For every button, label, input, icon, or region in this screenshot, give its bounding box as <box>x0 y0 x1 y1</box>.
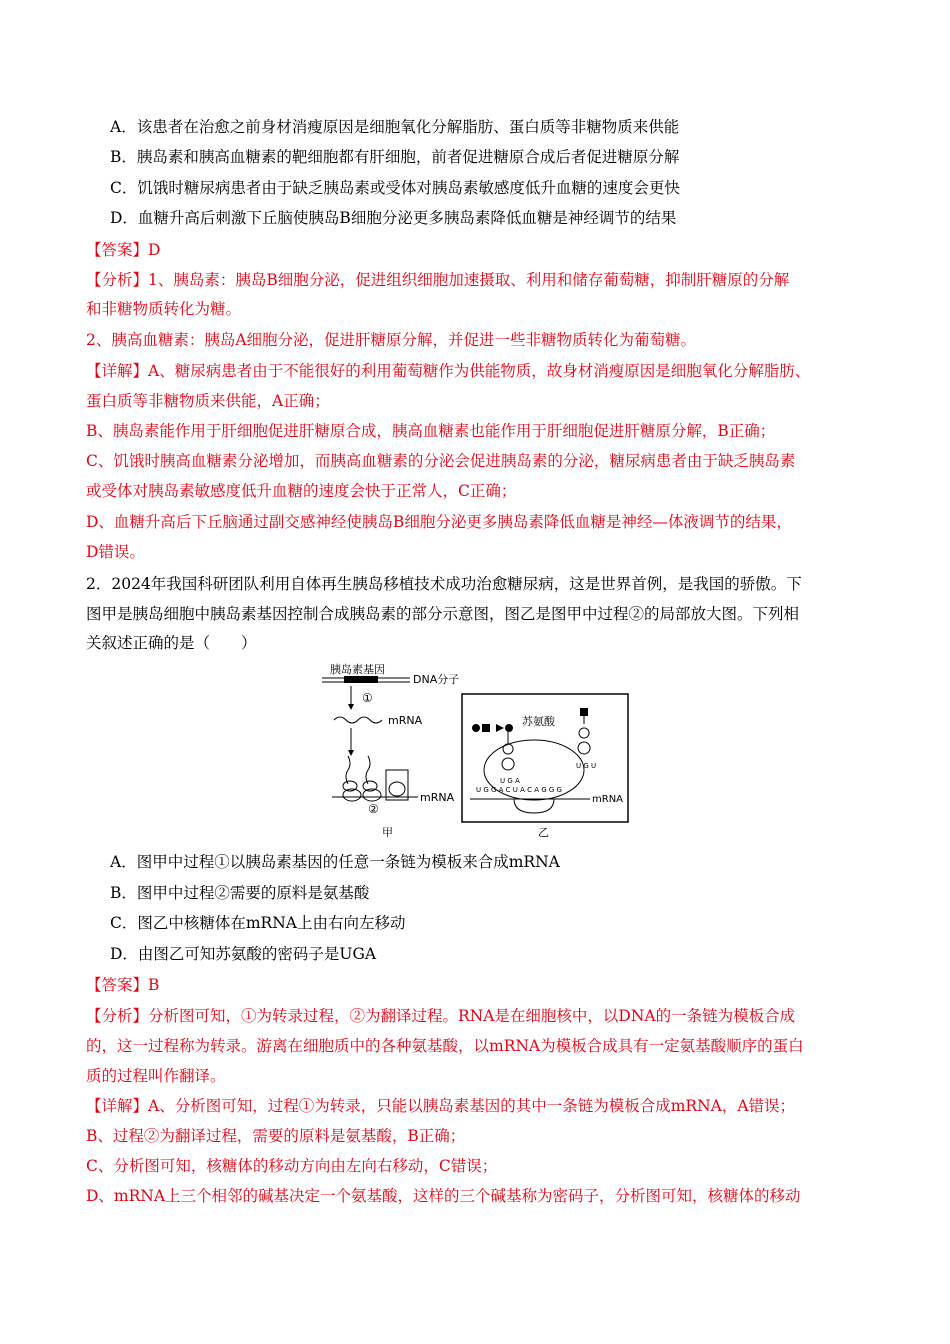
gene-segment <box>344 676 378 683</box>
q2-stem-line-2: 图甲是胰岛细胞中胰岛素基因控制合成胰岛素的部分示意图，图乙是图甲中过程②的局部放大图。下列相 <box>86 605 800 623</box>
step-2-label: ② <box>368 802 379 816</box>
amino-acid-circle <box>472 724 480 732</box>
q2-option-c: C．图乙中核糖体在mRNA上由右向左移动 <box>110 914 406 932</box>
q1-detail-line-6: D、血糖升高后下丘脑通过副交感神经使胰岛B细胞分泌更多胰岛素降低血糖是神经—体液调节的结果， <box>86 513 792 531</box>
ribosome-3 <box>389 782 405 796</box>
arrow-2-head <box>348 750 354 756</box>
arrow-1-head <box>348 704 354 710</box>
mrna-label-2: mRNA <box>420 791 455 804</box>
q1-detail-line-1: 【详解】A、糖尿病患者由于不能很好的利用葡萄糖作为供能物质，故身材消瘦原因是细胞氧化分解脂肪、 <box>86 362 811 380</box>
anticodon-1: U G A <box>500 777 520 785</box>
amino-acid-triangle <box>496 724 504 732</box>
mrna-label: mRNA <box>388 714 423 727</box>
q1-analysis-line-1: 【分析】1、胰岛素：胰岛B细胞分泌，促进组织细胞加速摄取、利用和储存葡萄糖，抑制肝糖原的分解 <box>86 271 790 289</box>
q1-option-a: A．该患者在治愈之前身材消瘦原因是细胞氧化分解脂肪、蛋白质等非糖物质来供能 <box>110 118 680 136</box>
peptide-2 <box>366 756 370 784</box>
gene-expression-figure <box>318 662 634 842</box>
q2-option-a: A．图甲中过程①以胰岛素基因的任意一条链为模板来合成mRNA <box>110 853 560 871</box>
ribosome-small-subunit <box>514 799 554 813</box>
q2-detail-line-4: D、mRNA上三个相邻的碱基决定一个氨基酸，这样的三个碱基称为密码子，分析图可知，核糖体的移动 <box>86 1187 801 1205</box>
mrna-label-b: mRNA <box>592 794 624 805</box>
q2-answer: 【答案】B <box>86 976 160 994</box>
amino-acid-square <box>482 724 490 732</box>
step-1-label: ① <box>362 691 373 705</box>
q2-detail-line-2: B、过程②为翻译过程，需要的原料是氨基酸，B正确； <box>86 1127 466 1145</box>
q2-option-b: B．图甲中过程②需要的原料是氨基酸 <box>110 884 370 902</box>
q2-stem-line-1: 2．2024年我国科研团队利用自体再生胰岛移植技术成功治愈糖尿病，这是世界首例，是我国的骄傲。下 <box>86 575 802 593</box>
q1-option-b: B．胰岛素和胰高血糖素的靶细胞都有肝细胞，前者促进糖原合成后者促进糖原分解 <box>110 148 680 166</box>
q2-analysis-line-1: 【分析】分析图可知，①为转录过程，②为翻译过程。RNA是在细胞核中，以DNA的一条链为模板合成 <box>86 1007 796 1025</box>
q2-option-d: D．由图乙可知苏氨酸的密码子是UGA <box>110 945 377 963</box>
q1-detail-line-5: 或受体对胰岛素敏感度低升血糖的速度会快于正常人，C正确； <box>86 482 517 500</box>
q1-detail-line-3: B、胰岛素能作用于肝细胞促进肝糖原合成，胰高血糖素也能作用于肝细胞促进肝糖原分解，B正确； <box>86 422 776 440</box>
q2-detail-line-1: 【详解】A、分析图可知，过程①为转录，只能以胰岛素基因的其中一条链为模板合成mRNA，A错误； <box>86 1097 796 1115</box>
gene-label: 胰岛素基因 <box>330 663 385 676</box>
dna-label: DNA分子 <box>413 673 460 686</box>
q2-analysis-line-3: 质的过程叫作翻译。 <box>86 1067 226 1085</box>
q2-detail-line-3: C、分析图可知，核糖体的移动方向由左向右移动，C错误； <box>86 1157 498 1175</box>
anticodon-2: U G U <box>576 762 597 770</box>
q1-option-d: D．血糖升高后刺激下丘脑使胰岛B细胞分泌更多胰岛素降低血糖是神经调节的结果 <box>110 209 677 227</box>
panel-a-label: 甲 <box>382 826 393 839</box>
mrna-sequence: U G G A C U A C A G G G <box>476 786 562 794</box>
trna-1 <box>502 732 514 770</box>
panel-b-label: 乙 <box>538 826 549 839</box>
q2-stem-line-3: 关叙述正确的是（ ） <box>86 634 257 652</box>
amino-acid-threonine <box>505 724 513 732</box>
q1-option-c: C．饥饿时糖尿病患者由于缺乏胰岛素或受体对胰岛素敏感度低升血糖的速度会更快 <box>110 179 680 197</box>
mrna-strand <box>334 717 382 723</box>
amino-acid-next <box>580 708 588 716</box>
threonine-label: 苏氨酸 <box>522 715 555 728</box>
q1-answer: 【答案】D <box>86 241 161 259</box>
peptide-1 <box>346 756 350 784</box>
q1-analysis-line-2: 和非糖物质转化为糖。 <box>86 300 242 318</box>
q1-detail-line-7: D错误。 <box>86 543 145 561</box>
q1-detail-line-4: C、饥饿时胰高血糖素分泌增加，而胰高血糖素的分泌会促进胰岛素的分泌，糖尿病患者由于缺乏胰岛素 <box>86 452 796 470</box>
trna-2 <box>578 716 590 754</box>
q1-analysis-line-3: 2、胰高血糖素：胰岛A细胞分泌，促进肝糖原分解，并促进一些非糖物质转化为葡萄糖。 <box>86 331 697 349</box>
q2-analysis-line-2: 的，这一过程称为转录。游离在细胞质中的各种氨基酸，以mRNA为模板合成具有一定氨基酸顺序的蛋白 <box>86 1037 804 1055</box>
q1-detail-line-2: 蛋白质等非糖物质来供能，A正确； <box>86 392 330 410</box>
